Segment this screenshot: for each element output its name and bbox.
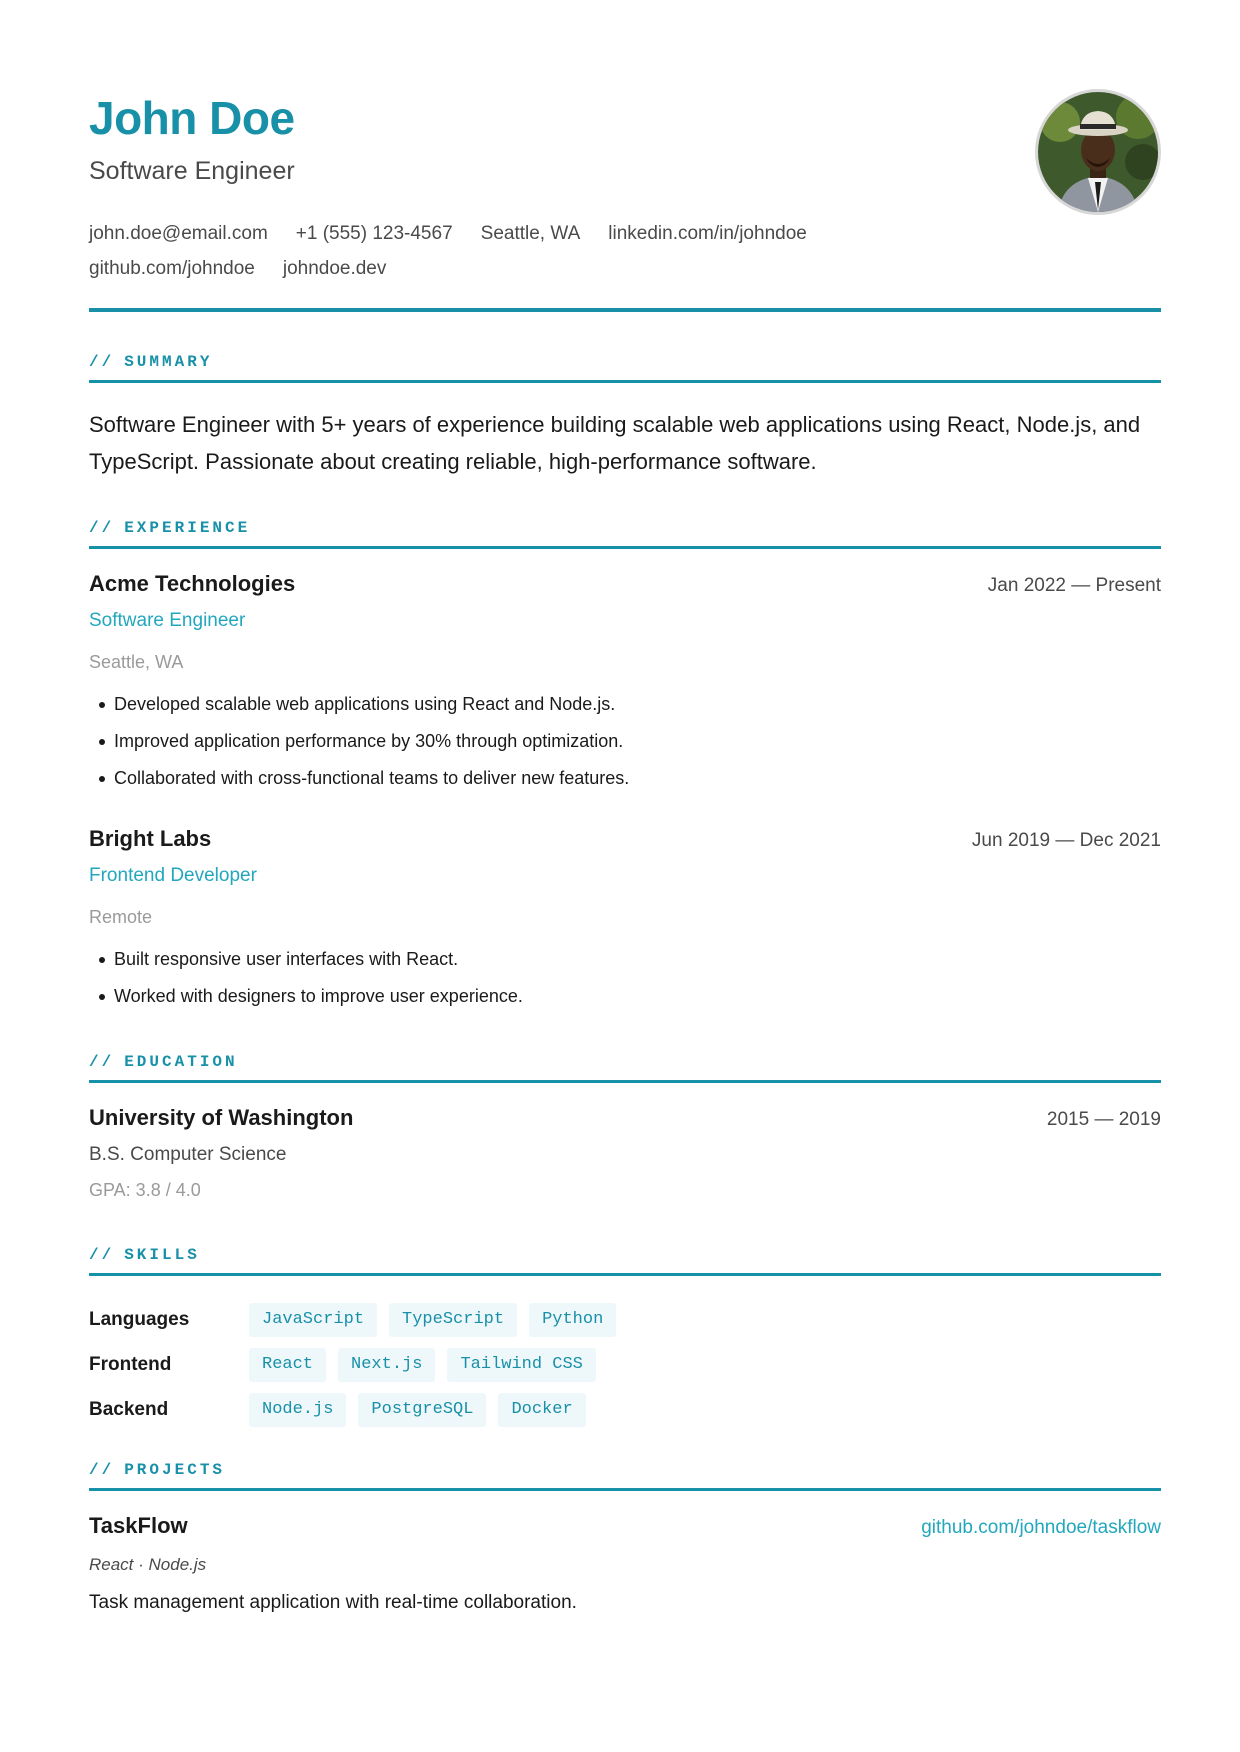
contact-linkedin[interactable]: linkedin.com/in/johndoe [608, 223, 807, 244]
header-divider [89, 308, 1161, 312]
skill-tag: Next.js [338, 1348, 435, 1382]
contact-website[interactable]: johndoe.dev [282, 258, 387, 279]
section-divider [89, 1080, 1161, 1083]
list-item: Worked with designers to improve user experience. [89, 978, 523, 1015]
skill-tag: Python [529, 1303, 616, 1337]
education-degree: B.S. Computer Science [89, 1144, 287, 1165]
section-title-summary: // SUMMARY [89, 353, 213, 371]
skill-tags [249, 1303, 628, 1337]
experience-company: Bright Labs [89, 826, 212, 851]
skill-label: Languages [89, 1309, 190, 1330]
project-stack: React · Node.js [89, 1555, 207, 1574]
skill-tag: PostgreSQL [358, 1393, 486, 1427]
section-divider [89, 1488, 1161, 1491]
profile-photo-icon [1038, 92, 1158, 212]
section-divider [89, 380, 1161, 383]
education-gpa: GPA: 3.8 / 4.0 [89, 1180, 201, 1200]
list-item: Developed scalable web applications using React and Node.js. [89, 686, 629, 723]
section-title-education: // EDUCATION [89, 1053, 238, 1071]
experience-company: Acme Technologies [89, 571, 296, 596]
skill-tag: Node.js [249, 1393, 346, 1427]
contact-list [89, 216, 989, 286]
candidate-name: John Doe [89, 92, 295, 144]
experience-bullets [89, 941, 523, 1015]
contact-github[interactable]: github.com/johndoe [89, 258, 255, 279]
skill-tags [249, 1348, 608, 1382]
skill-label: Frontend [89, 1354, 172, 1375]
skill-tags [249, 1393, 598, 1427]
section-title-skills: // SKILLS [89, 1246, 200, 1264]
experience-bullets [89, 686, 629, 797]
list-item: Built responsive user interfaces with React. [89, 941, 523, 978]
skill-row-languages [89, 1303, 1161, 1337]
section-divider [89, 546, 1161, 549]
skill-tag: Docker [498, 1393, 585, 1427]
contact-email[interactable]: john.doe@email.com [89, 223, 268, 244]
experience-location: Remote [89, 907, 153, 927]
avatar [1035, 89, 1161, 215]
resume-page [89, 0, 1161, 1752]
education-dates: 2015 — 2019 [1046, 1109, 1161, 1130]
experience-dates: Jun 2019 — Dec 2021 [971, 830, 1161, 851]
education-school: University of Washington [89, 1105, 354, 1130]
project-link[interactable]: github.com/johndoe/taskflow [921, 1517, 1161, 1538]
experience-role: Software Engineer [89, 610, 246, 631]
experience-location: Seattle, WA [89, 652, 184, 672]
skill-tag: React [249, 1348, 326, 1382]
experience-dates: Jan 2022 — Present [987, 575, 1161, 596]
contact-location: Seattle, WA [480, 223, 581, 244]
skill-tag: TypeScript [389, 1303, 517, 1337]
summary-text: Software Engineer with 5+ years of experience building scalable web applications using React, Node.js, and TypeScript. Passionate about creating reliable, high-performance software. [89, 412, 1141, 474]
section-title-projects: // PROJECTS [89, 1461, 226, 1479]
list-item: Improved application performance by 30% through optimization. [89, 723, 629, 760]
project-name: TaskFlow [89, 1513, 188, 1538]
skill-tag: JavaScript [249, 1303, 377, 1337]
skill-row-frontend [89, 1348, 1161, 1382]
skill-label: Backend [89, 1399, 169, 1420]
contact-phone[interactable]: +1 (555) 123-4567 [295, 223, 453, 244]
skill-row-backend [89, 1393, 1161, 1427]
section-divider [89, 1273, 1161, 1276]
project-description: Task management application with real-time collaboration. [89, 1592, 577, 1613]
section-title-experience: // EXPERIENCE [89, 519, 251, 537]
candidate-title: Software Engineer [89, 157, 295, 185]
skill-tag: Tailwind CSS [447, 1348, 595, 1382]
experience-role: Frontend Developer [89, 865, 257, 886]
list-item: Collaborated with cross-functional teams to deliver new features. [89, 760, 629, 797]
